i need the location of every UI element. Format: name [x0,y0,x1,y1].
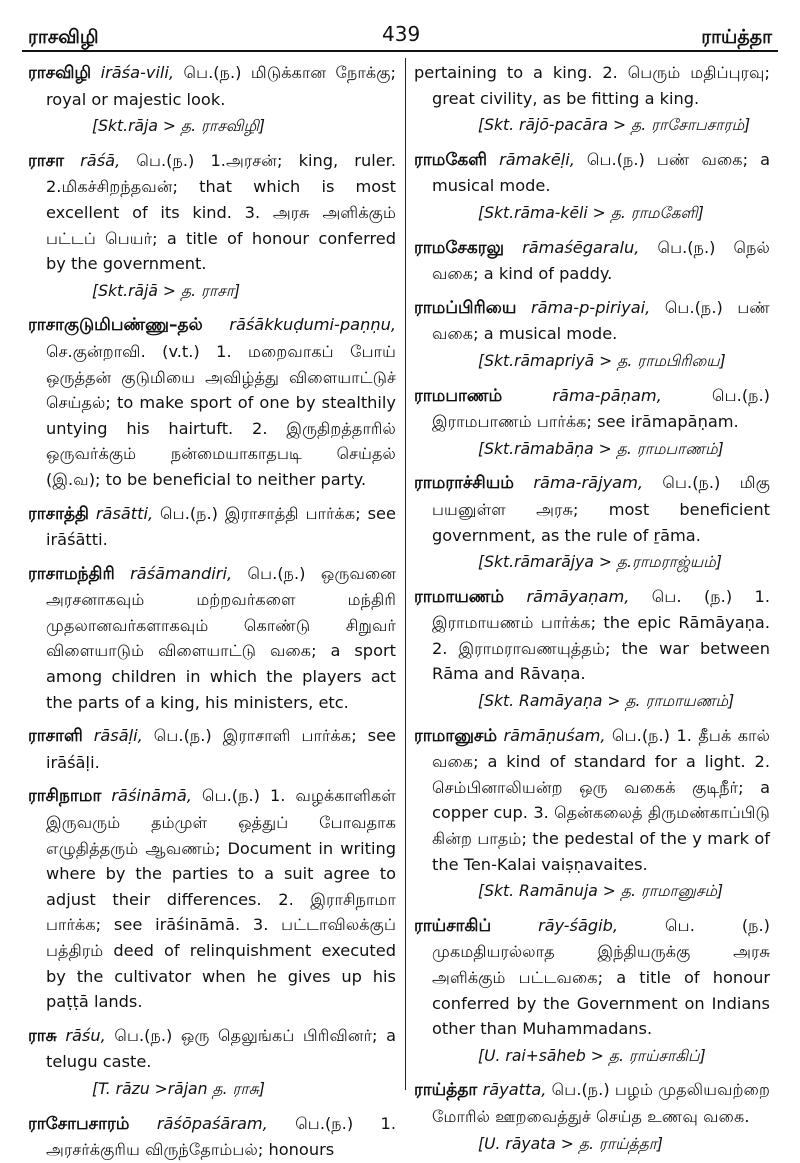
entry-headword: ராமப்பிரியை [414,297,517,318]
dictionary-entry [28,1111,396,1163]
entry-definition: பெ.(ந.) நெல் வகை; a kind of paddy. [432,237,770,284]
entry-text [28,312,396,492]
dictionary-entry [28,148,396,305]
dictionary-entry [414,470,770,575]
entry-transliteration: rāśākkuḍumi-paṇṇu, [229,315,396,335]
dictionary-entry [28,60,396,140]
entry-headword: ராமபாணம் [414,385,503,406]
entry-etymology: [Skt.rāmabāṇa > த. ராமபாணம்] [478,439,724,458]
entry-headword: ராமசேகரலு [414,237,504,258]
entry-etymology: [Skt.rāmapriyā > த. ராமபிரியை] [478,351,726,370]
dictionary-entry [414,584,770,715]
dictionary-entry [414,60,770,139]
entry-text [414,723,770,878]
entry-etymology: [Skt.rājā > த. ராசா] [92,281,241,300]
entry-transliteration: rāmakēḷi, [499,149,575,169]
entry-etymology: [U. rāyata > த. ராய்த்தா] [478,1134,664,1153]
entry-etymology: [Skt.rāmarājya > த.ராமராஜ்யம்] [478,553,722,572]
entry-text [414,295,770,347]
entry-definition: பெ.(ந.) 1. தீபக் கால் வகை; a kind of standard for a light. 2. செம்பினாலியன்ற ஒரு வகைக் குடிநீர்; a copper cup. 3. தென்கலைத் திருமண்காப்பிடு கின்ற பாதம்; the pedestal of the y mark of the Ten-Kalai vaiṣṇavaites. [432,725,770,874]
entry-definition: பெ.(ந.) மிடுக்கான நோக்கு; royal or majestic look. [46,63,396,109]
entry-transliteration: rāśā, [80,150,121,170]
entry-text [28,561,396,716]
entry-text [414,1077,770,1129]
entry-headword: ராசாகுடுமிபண்ணு–தல் [28,315,203,336]
entry-text [28,783,396,1014]
entry-text [28,148,396,277]
entry-definition: பெ.(ந.) இராசாத்தி பார்க்க; see irāśātti. [46,503,396,550]
dictionary-entry [28,561,396,716]
entry-transliteration: rāmāyaṇam, [526,586,630,606]
entry-headword: ராசு [28,1025,57,1046]
entry-etymology: [T. rāzu >rājan த. ராசு] [92,1079,265,1098]
entry-headword: ராமராச்சியம் [414,473,514,494]
entry-definition: பெ.(ந.) 1.அரசன்; king, ruler. 2.மிகச்சிறந்தவன்; that which is most excellent of its kind. 3. அரசு அளிக்கும் பட்டப் பெயர்; a title of honour conferred by the government. [46,150,396,274]
entry-transliteration: rāśōpaśāram, [156,1113,268,1133]
entry-transliteration: rāśu, [65,1025,106,1045]
dictionary-entry [414,383,770,463]
entry-etymology: [Skt. Ramāyaṇa > த. ராமாயணம்] [478,692,735,711]
entry-headword: ராமகேளி [414,149,488,170]
dictionary-entry [414,147,770,227]
entry-etymology: [Skt.rāja > த. ராசவிழி] [92,117,266,136]
dictionary-entry [28,783,396,1014]
page-number: 439 [382,22,421,46]
entry-definition: பெ.(ந.) இராசாளி பார்க்க; see irāśāḷi. [46,726,396,772]
dictionary-entry [414,723,770,905]
page-header [0,0,800,52]
entry-definition: பெ. (ந.) 1. இராமாயணம் பார்க்க; the epic Rāmāyaṇa. 2. இராமராவணயுத்தம்; the war between Rāma and Rāvaṇa. [432,586,770,684]
entry-definition: pertaining to a king. 2. பெரும் மதிப்புரவு; great civility, as be fitting a king. [414,63,770,108]
entry-definition: பெ.(ந.) இராமபாணம் பார்க்க; see irāmapāṇam. [432,385,770,432]
entry-transliteration: rāma-pāṇam, [552,385,662,405]
entry-text [414,235,770,287]
entry-text [28,1023,396,1075]
entry-definition: செ.குன்றாவி. (v.t.) 1. மறைவாகப் போய் ஒருத்தன் குடுமியை அவிழ்த்து விளையாட்டுச் செய்தல்; to make sport of one by stealthily untying his hairtuft. 2. இருதிறத்தாரில் ஒருவர்க்கும் நன்மையாகாதபடி செய்தல் (இ.வ); to be beneficial to neither party. [46,341,396,489]
left-column [28,60,396,1160]
entry-transliteration: rāy-śāgib, [538,915,619,935]
entry-text [414,147,770,199]
entry-definition: பெ.(ந.) ஒருவனை அரசனாகவும் மற்றவர்களை மந்திரி முதலானவர்களாகவும் கொண்டு சிறுவர் விளையாடும் விளையாட்டு வகை; a sport among children in which the players act the parts of a king, his ministers, etc. [46,563,396,712]
entry-headword: ராசோபசாரம் [28,1113,130,1134]
entry-headword: ராசாத்தி [28,503,89,524]
header-rule [22,50,778,52]
entry-headword: ராசாளி [28,726,83,747]
entry-definition: பெ.(ந.) பழம் முதலியவற்றை மோரில் ஊறவைத்துச் செய்த உணவு வகை. [432,1080,770,1126]
entry-headword: ராய்சாகிப் [414,915,492,936]
entry-definition: பெ.(ந.) பண் வகை; a musical mode. [432,297,770,344]
entry-transliteration: rāmaśēgaralu, [522,237,640,257]
entry-text [414,60,770,111]
entry-definition: பெ.(ந.) மிகு பயனுள்ள அரசு; most beneficient government, as the rule of ṟāma. [432,473,770,545]
dictionary-entry [414,235,770,287]
entry-transliteration: rāsāḷi, [93,726,143,746]
entry-transliteration: rāśāmandiri, [130,563,233,583]
entry-definition: பெ. (ந.) முகமதியரல்லாத இந்தியருக்கு அரசு அளிக்கும் பட்டவகை; a title of honour conferred by the Government on Indians other than Muhammadans. [432,915,770,1039]
entry-transliteration: rāsātti, [95,503,154,523]
entry-definition: பெ.(ந.) பண் வகை; a musical mode. [432,149,771,196]
dictionary-entry [414,913,770,1070]
entry-transliteration: rāmāṇuśam, [503,725,606,745]
entry-transliteration: rāśināmā, [111,786,192,806]
entry-transliteration: rāma-rājyam, [533,473,643,493]
entry-transliteration: rāyatta, [482,1080,547,1100]
entry-etymology: [Skt. Ramānuja > த. ராமானுசம்] [478,882,724,901]
right-column [414,60,771,1153]
entry-text [414,913,770,1042]
dictionary-entry [414,1077,770,1157]
entry-headword: ராசவிழி [28,63,92,83]
entry-definition: பெ.(ந.) ஒரு தெலுங்கப் பிரிவினர்; a telugu caste. [46,1025,396,1072]
entry-headword: ராமானுசம் [414,725,498,746]
dictionary-entry [28,501,396,553]
entry-text [28,723,396,775]
entry-text [414,584,770,687]
dictionary-entry [414,295,770,375]
entry-text [28,501,396,553]
entry-headword: ராமாயணம் [414,586,505,607]
header-left-headword: ராசவிழி [28,26,99,48]
entry-definition: பெ.(ந.) 1. வழக்காளிகள் இருவரும் தம்முள் ஒத்துப் போவதாக எழுதித்தரும் ஆவணம்; Document in writing where by the parties to a suit agree to adjust their differences. 2. இராசிநாமா பார்க்க; see irāśināmā. 3. பட்டாவிலக்குப் பத்திரம் deed of relinquishment executed by the cultivator when he gives up his paṭṭā lands. [46,786,396,1012]
entry-text [414,383,770,435]
entry-etymology: [U. rai+sāheb > த. ராய்சாகிப்] [478,1046,706,1065]
entry-headword: ராசாமந்திரி [28,563,115,584]
entry-transliteration: rāma-p-piriyai, [530,297,651,317]
entry-text [28,60,396,112]
entry-transliteration: irāśa-vili, [100,63,175,82]
entry-etymology: [Skt. rājō-pacāra > த. ராசோபசாரம்] [478,116,751,135]
entry-headword: ராசா [28,150,64,171]
dictionary-entry [28,1023,396,1103]
entry-definition: பெ.(ந.) 1. அரசர்க்குரிய விருந்தோம்பல்; honours [46,1113,396,1160]
entry-headword: ராசிநாமா [28,786,102,807]
dictionary-entry [28,723,396,775]
entry-text [28,1111,396,1163]
header-right-headword: ராய்த்தா [701,26,772,48]
entry-text [414,470,770,548]
entry-headword: ராய்த்தா [414,1080,478,1101]
column-divider [405,58,406,1090]
entry-etymology: [Skt.rāma-kēli > த. ராமகேளி] [478,203,704,222]
dictionary-entry [28,312,396,492]
